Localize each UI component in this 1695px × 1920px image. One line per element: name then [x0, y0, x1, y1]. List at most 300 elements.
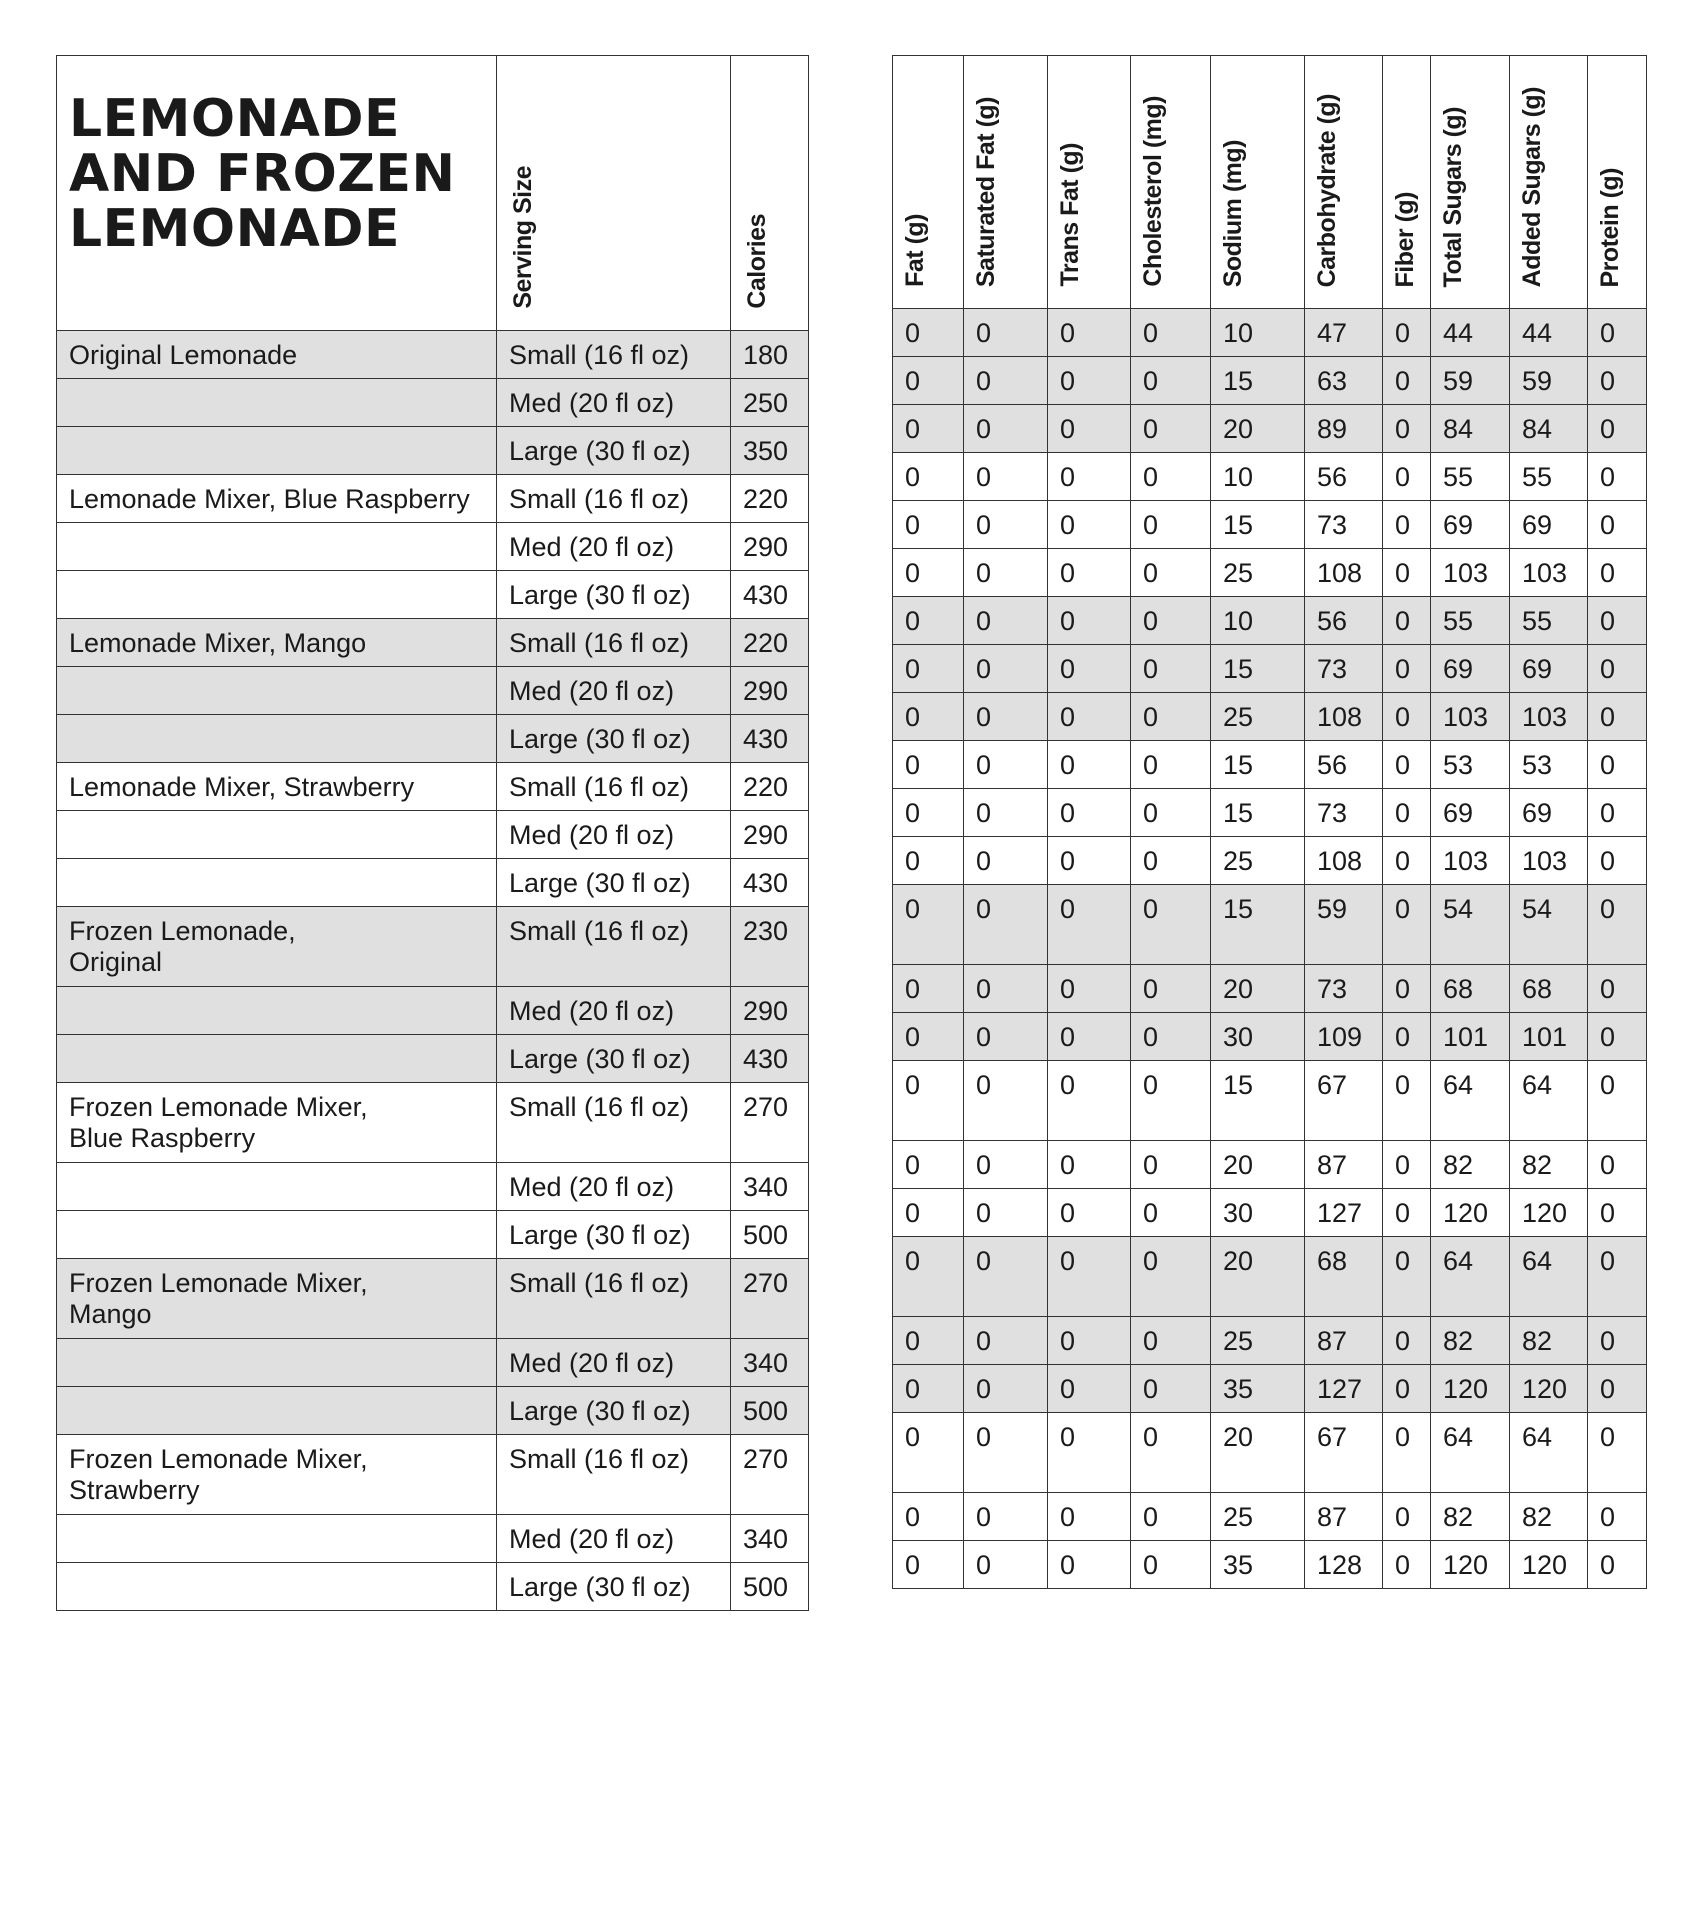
table-row	[57, 475, 809, 523]
nutrient-value-cell: 120	[1510, 1541, 1588, 1589]
table-row	[57, 667, 809, 715]
calories-cell: 290	[731, 811, 809, 859]
product-name-cell: Lemonade Mixer, Blue Raspberry	[57, 475, 497, 523]
nutrient-value-cell: 0	[964, 1141, 1048, 1189]
table-row	[893, 1061, 1647, 1141]
nutrient-value-cell: 0	[893, 885, 964, 965]
nutrient-value-cell: 64	[1431, 1413, 1510, 1493]
nutrient-value-cell: 0	[893, 965, 964, 1013]
nutrient-value-cell: 0	[1048, 1141, 1131, 1189]
title-line: LEMONADE	[69, 199, 401, 259]
nutrient-header: Trans Fat (g)	[1048, 56, 1131, 309]
product-name-cell	[57, 1339, 497, 1387]
nutrient-value-cell: 69	[1510, 645, 1588, 693]
nutrient-value-cell: 0	[1383, 1493, 1431, 1541]
table-row	[893, 549, 1647, 597]
nutrient-value-cell: 120	[1431, 1541, 1510, 1589]
nutrient-value-cell: 69	[1431, 501, 1510, 549]
nutrient-value-cell: 35	[1211, 1541, 1305, 1589]
nutrient-header: Carbohydrate (g)	[1305, 56, 1383, 309]
nutrient-value-cell: 73	[1305, 965, 1383, 1013]
nutrient-value-cell: 0	[1131, 741, 1211, 789]
nutrient-value-cell: 73	[1305, 501, 1383, 549]
calories-cell: 350	[731, 427, 809, 475]
nutrient-value-cell: 56	[1305, 453, 1383, 501]
table-row	[893, 1541, 1647, 1589]
table-row	[893, 357, 1647, 405]
nutrient-value-cell: 0	[1131, 1013, 1211, 1061]
nutrient-value-cell: 0	[893, 501, 964, 549]
nutrient-value-cell: 0	[1048, 1061, 1131, 1141]
nutrient-value-cell: 0	[1383, 1061, 1431, 1141]
nutrient-value-cell: 103	[1510, 693, 1588, 741]
product-name-cell	[57, 859, 497, 907]
nutrient-value-cell: 101	[1510, 1013, 1588, 1061]
nutrient-value-cell: 0	[1048, 885, 1131, 965]
nutrient-value-cell: 0	[1588, 1413, 1647, 1493]
nutrient-value-cell: 68	[1431, 965, 1510, 1013]
nutrient-value-cell: 127	[1305, 1189, 1383, 1237]
calories-header: Calories	[731, 56, 809, 331]
product-name-cell	[57, 1387, 497, 1435]
nutrient-value-cell: 56	[1305, 741, 1383, 789]
table-row	[57, 379, 809, 427]
nutrient-value-cell: 0	[1048, 837, 1131, 885]
calories-cell: 500	[731, 1387, 809, 1435]
nutrient-value-cell: 82	[1431, 1493, 1510, 1541]
nutrient-value-cell: 15	[1211, 357, 1305, 405]
nutrient-value-cell: 63	[1305, 357, 1383, 405]
nutrient-value-cell: 0	[1588, 501, 1647, 549]
serving-size-cell: Med (20 fl oz)	[497, 1163, 731, 1211]
table-row	[893, 405, 1647, 453]
serving-size-cell: Small (16 fl oz)	[497, 619, 731, 667]
nutrient-value-cell: 0	[1131, 357, 1211, 405]
nutrient-value-cell: 82	[1431, 1141, 1510, 1189]
serving-size-cell: Large (30 fl oz)	[497, 1563, 731, 1611]
nutrient-value-cell: 0	[1131, 1365, 1211, 1413]
calories-cell: 220	[731, 763, 809, 811]
nutrient-value-cell: 68	[1305, 1237, 1383, 1317]
nutrient-value-cell: 0	[1048, 453, 1131, 501]
nutrient-value-cell: 20	[1211, 1413, 1305, 1493]
serving-size-cell: Large (30 fl oz)	[497, 571, 731, 619]
nutrient-value-cell: 0	[1588, 1493, 1647, 1541]
nutrient-value-cell: 103	[1510, 837, 1588, 885]
table-row	[893, 1189, 1647, 1237]
serving-size-cell: Med (20 fl oz)	[497, 379, 731, 427]
serving-size-cell: Med (20 fl oz)	[497, 987, 731, 1035]
nutrient-value-cell: 0	[1588, 1061, 1647, 1141]
calories-cell: 340	[731, 1163, 809, 1211]
nutrient-value-cell: 0	[1588, 1189, 1647, 1237]
serving-size-cell: Small (16 fl oz)	[497, 1083, 731, 1163]
nutrient-value-cell: 0	[1588, 789, 1647, 837]
nutrient-value-cell: 56	[1305, 597, 1383, 645]
nutrient-value-cell: 0	[893, 1413, 964, 1493]
nutrient-value-cell: 0	[1383, 693, 1431, 741]
table-row	[57, 427, 809, 475]
nutrient-value-cell: 0	[1131, 645, 1211, 693]
nutrient-value-cell: 0	[1383, 357, 1431, 405]
nutrient-value-cell: 0	[1048, 597, 1131, 645]
nutrient-value-cell: 0	[1383, 501, 1431, 549]
nutrient-value-cell: 59	[1305, 885, 1383, 965]
table-row	[57, 331, 809, 379]
nutrient-value-cell: 0	[1131, 693, 1211, 741]
nutrient-value-cell: 0	[893, 741, 964, 789]
product-name-cell: Frozen Lemonade Mixer, Mango	[57, 1259, 497, 1339]
nutrient-header: Fiber (g)	[1383, 56, 1431, 309]
nutrient-value-cell: 87	[1305, 1493, 1383, 1541]
nutrient-value-cell: 0	[964, 1317, 1048, 1365]
nutrient-value-cell: 67	[1305, 1061, 1383, 1141]
nutrient-value-cell: 10	[1211, 453, 1305, 501]
serving-size-cell: Med (20 fl oz)	[497, 667, 731, 715]
product-name-cell	[57, 1515, 497, 1563]
serving-size-cell: Small (16 fl oz)	[497, 1259, 731, 1339]
nutrient-value-cell: 0	[1383, 1189, 1431, 1237]
nutrient-value-cell: 0	[964, 597, 1048, 645]
serving-size-cell: Small (16 fl oz)	[497, 1435, 731, 1515]
nutrient-value-cell: 0	[1131, 1141, 1211, 1189]
nutrient-value-cell: 0	[893, 1237, 964, 1317]
nutrient-value-cell: 0	[1383, 885, 1431, 965]
calories-cell: 340	[731, 1515, 809, 1563]
nutrient-header: Sodium (mg)	[1211, 56, 1305, 309]
nutrient-value-cell: 25	[1211, 549, 1305, 597]
table-row	[893, 501, 1647, 549]
product-name-cell: Original Lemonade	[57, 331, 497, 379]
table-row	[893, 789, 1647, 837]
table-row	[893, 693, 1647, 741]
nutrient-value-cell: 0	[964, 309, 1048, 357]
nutrient-value-cell: 54	[1431, 885, 1510, 965]
nutrient-value-cell: 64	[1510, 1061, 1588, 1141]
nutrient-header: Saturated Fat (g)	[964, 56, 1048, 309]
nutrient-value-cell: 73	[1305, 645, 1383, 693]
product-name-cell	[57, 1211, 497, 1259]
nutrient-value-cell: 15	[1211, 645, 1305, 693]
nutrient-value-cell: 53	[1431, 741, 1510, 789]
nutrient-value-cell: 20	[1211, 965, 1305, 1013]
nutrient-value-cell: 87	[1305, 1317, 1383, 1365]
nutrient-value-cell: 0	[893, 549, 964, 597]
nutrient-value-cell: 0	[1048, 965, 1131, 1013]
nutrient-value-cell: 0	[893, 309, 964, 357]
nutrient-value-cell: 0	[893, 693, 964, 741]
nutrient-value-cell: 0	[1048, 549, 1131, 597]
calories-cell: 430	[731, 1035, 809, 1083]
nutrient-value-cell: 0	[1048, 357, 1131, 405]
nutrient-value-cell: 20	[1211, 1141, 1305, 1189]
nutrient-value-cell: 59	[1431, 357, 1510, 405]
nutrient-value-cell: 0	[1383, 741, 1431, 789]
calories-cell: 430	[731, 715, 809, 763]
table-row	[57, 1387, 809, 1435]
nutrient-value-cell: 120	[1431, 1365, 1510, 1413]
nutrient-value-cell: 0	[1588, 453, 1647, 501]
nutrient-value-cell: 84	[1510, 405, 1588, 453]
title-line: LEMONADE	[69, 89, 401, 149]
product-name-cell	[57, 987, 497, 1035]
nutrient-value-cell: 15	[1211, 789, 1305, 837]
nutrient-value-cell: 0	[1131, 453, 1211, 501]
nutrient-value-cell: 0	[1131, 1493, 1211, 1541]
nutrient-value-cell: 0	[1383, 1141, 1431, 1189]
product-name-cell	[57, 523, 497, 571]
calories-cell: 250	[731, 379, 809, 427]
serving-size-cell: Med (20 fl oz)	[497, 811, 731, 859]
nutrient-value-cell: 0	[1048, 1237, 1131, 1317]
serving-size-cell: Med (20 fl oz)	[497, 523, 731, 571]
nutrient-value-cell: 87	[1305, 1141, 1383, 1189]
nutrient-value-cell: 0	[893, 597, 964, 645]
nutrient-value-cell: 0	[1131, 965, 1211, 1013]
nutrient-value-cell: 0	[964, 1541, 1048, 1589]
nutrient-value-cell: 0	[1131, 885, 1211, 965]
nutrient-value-cell: 0	[1383, 837, 1431, 885]
nutrient-header: Total Sugars (g)	[1431, 56, 1510, 309]
table-row	[57, 1259, 809, 1339]
serving-size-cell: Large (30 fl oz)	[497, 427, 731, 475]
nutrient-value-cell: 0	[893, 837, 964, 885]
nutrient-value-cell: 25	[1211, 1493, 1305, 1541]
table-row	[57, 1163, 809, 1211]
nutrient-value-cell: 0	[1131, 405, 1211, 453]
nutrient-value-cell: 0	[893, 1541, 964, 1589]
nutrient-value-cell: 0	[1048, 1541, 1131, 1589]
product-name-cell	[57, 427, 497, 475]
table-row	[893, 597, 1647, 645]
serving-size-cell: Med (20 fl oz)	[497, 1515, 731, 1563]
table-row	[893, 453, 1647, 501]
nutrient-value-cell: 0	[1588, 597, 1647, 645]
table-row	[57, 571, 809, 619]
nutrient-value-cell: 25	[1211, 1317, 1305, 1365]
nutrient-value-cell: 0	[893, 1141, 964, 1189]
product-name-cell: Lemonade Mixer, Strawberry	[57, 763, 497, 811]
calories-cell: 220	[731, 475, 809, 523]
product-name-cell: Frozen Lemonade, Original	[57, 907, 497, 987]
nutrient-value-cell: 0	[1048, 645, 1131, 693]
table-row	[57, 715, 809, 763]
serving-size-cell: Small (16 fl oz)	[497, 907, 731, 987]
nutrient-value-cell: 103	[1510, 549, 1588, 597]
nutrient-value-cell: 0	[964, 1189, 1048, 1237]
nutrient-value-cell: 0	[964, 693, 1048, 741]
nutrient-value-cell: 82	[1510, 1317, 1588, 1365]
calories-cell: 340	[731, 1339, 809, 1387]
nutrient-value-cell: 101	[1431, 1013, 1510, 1061]
calories-cell: 430	[731, 859, 809, 907]
nutrient-value-cell: 103	[1431, 549, 1510, 597]
nutrient-value-cell: 82	[1510, 1493, 1588, 1541]
serving-size-cell: Large (30 fl oz)	[497, 859, 731, 907]
serving-size-cell: Large (30 fl oz)	[497, 715, 731, 763]
nutrition-values-table	[892, 55, 1647, 1589]
nutrient-value-cell: 0	[964, 405, 1048, 453]
nutrient-value-cell: 15	[1211, 1061, 1305, 1141]
title-line: AND FROZEN	[69, 144, 456, 204]
nutrient-value-cell: 103	[1431, 693, 1510, 741]
nutrient-value-cell: 0	[1383, 405, 1431, 453]
nutrient-value-cell: 64	[1431, 1237, 1510, 1317]
product-name-cell	[57, 1035, 497, 1083]
calories-cell: 500	[731, 1211, 809, 1259]
nutrient-value-cell: 0	[1588, 1013, 1647, 1061]
nutrient-value-cell: 0	[893, 1317, 964, 1365]
nutrient-header: Added Sugars (g)	[1510, 56, 1588, 309]
table-row	[57, 907, 809, 987]
nutrient-value-cell: 0	[1131, 1317, 1211, 1365]
nutrient-value-cell: 0	[1383, 645, 1431, 693]
nutrient-value-cell: 0	[1588, 1317, 1647, 1365]
nutrient-value-cell: 73	[1305, 789, 1383, 837]
product-name-cell	[57, 715, 497, 763]
nutrient-value-cell: 0	[1048, 405, 1131, 453]
table-row	[893, 965, 1647, 1013]
nutrient-value-cell: 64	[1510, 1413, 1588, 1493]
table-row	[893, 741, 1647, 789]
table-row	[893, 837, 1647, 885]
nutrient-header: Fat (g)	[893, 56, 964, 309]
table-row	[57, 1083, 809, 1163]
nutrient-value-cell: 0	[1383, 1317, 1431, 1365]
nutrient-value-cell: 0	[1048, 501, 1131, 549]
nutrient-value-cell: 0	[893, 1061, 964, 1141]
right-header-row	[893, 56, 1647, 309]
nutrient-value-cell: 0	[893, 1013, 964, 1061]
nutrient-value-cell: 0	[964, 885, 1048, 965]
product-name-cell	[57, 811, 497, 859]
nutrient-value-cell: 0	[1588, 357, 1647, 405]
nutrient-value-cell: 59	[1510, 357, 1588, 405]
calories-cell: 180	[731, 331, 809, 379]
nutrient-value-cell: 120	[1510, 1365, 1588, 1413]
nutrient-value-cell: 0	[1048, 1189, 1131, 1237]
serving-size-cell: Small (16 fl oz)	[497, 475, 731, 523]
nutrient-value-cell: 0	[964, 837, 1048, 885]
nutrient-value-cell: 0	[893, 405, 964, 453]
nutrient-value-cell: 53	[1510, 741, 1588, 789]
table-row	[893, 309, 1647, 357]
nutrient-value-cell: 0	[1383, 1237, 1431, 1317]
table-row	[893, 1365, 1647, 1413]
calories-cell: 230	[731, 907, 809, 987]
nutrient-value-cell: 20	[1211, 405, 1305, 453]
serving-size-cell: Large (30 fl oz)	[497, 1211, 731, 1259]
nutrient-value-cell: 35	[1211, 1365, 1305, 1413]
nutrient-value-cell: 0	[1383, 1541, 1431, 1589]
nutrient-value-cell: 0	[1131, 549, 1211, 597]
serving-size-cell: Large (30 fl oz)	[497, 1387, 731, 1435]
serving-size-cell: Med (20 fl oz)	[497, 1339, 731, 1387]
nutrient-value-cell: 69	[1510, 501, 1588, 549]
product-serving-table	[56, 55, 809, 1611]
table-row	[893, 1317, 1647, 1365]
nutrient-value-cell: 0	[1383, 1013, 1431, 1061]
nutrient-value-cell: 0	[1131, 1413, 1211, 1493]
nutrient-value-cell: 55	[1510, 597, 1588, 645]
nutrient-value-cell: 0	[893, 453, 964, 501]
nutrient-value-cell: 0	[1048, 789, 1131, 837]
calories-cell: 270	[731, 1435, 809, 1515]
nutrient-value-cell: 0	[1048, 741, 1131, 789]
nutrient-value-cell: 128	[1305, 1541, 1383, 1589]
nutrient-value-cell: 0	[1383, 597, 1431, 645]
nutrient-value-cell: 0	[1048, 1413, 1131, 1493]
serving-size-cell: Small (16 fl oz)	[497, 763, 731, 811]
nutrient-value-cell: 0	[1048, 1013, 1131, 1061]
product-name-cell	[57, 571, 497, 619]
nutrient-value-cell: 0	[1383, 309, 1431, 357]
calories-cell: 270	[731, 1083, 809, 1163]
nutrient-value-cell: 15	[1211, 885, 1305, 965]
nutrient-value-cell: 0	[964, 741, 1048, 789]
nutrient-value-cell: 0	[1588, 549, 1647, 597]
nutrient-value-cell: 82	[1510, 1141, 1588, 1189]
nutrient-value-cell: 0	[964, 501, 1048, 549]
product-name-cell: Frozen Lemonade Mixer, Strawberry	[57, 1435, 497, 1515]
nutrient-value-cell: 0	[1131, 1541, 1211, 1589]
nutrient-value-cell: 0	[1588, 965, 1647, 1013]
nutrient-value-cell: 0	[1588, 309, 1647, 357]
nutrient-value-cell: 0	[1588, 837, 1647, 885]
nutrient-value-cell: 0	[1048, 1365, 1131, 1413]
product-name-cell	[57, 379, 497, 427]
nutrient-value-cell: 64	[1431, 1061, 1510, 1141]
nutrient-value-cell: 44	[1431, 309, 1510, 357]
calories-cell: 290	[731, 523, 809, 571]
nutrient-value-cell: 0	[1588, 405, 1647, 453]
table-row	[893, 645, 1647, 693]
nutrient-value-cell: 0	[1048, 1493, 1131, 1541]
nutrient-value-cell: 0	[893, 1493, 964, 1541]
nutrient-value-cell: 55	[1510, 453, 1588, 501]
nutrient-value-cell: 68	[1510, 965, 1588, 1013]
nutrient-value-cell: 0	[1588, 885, 1647, 965]
calories-cell: 500	[731, 1563, 809, 1611]
nutrient-value-cell: 0	[1588, 645, 1647, 693]
nutrient-header: Cholesterol (mg)	[1131, 56, 1211, 309]
nutrient-value-cell: 0	[1588, 1237, 1647, 1317]
nutrient-value-cell: 30	[1211, 1013, 1305, 1061]
nutrient-value-cell: 0	[1048, 1317, 1131, 1365]
serving-size-cell: Small (16 fl oz)	[497, 331, 731, 379]
table-row	[57, 763, 809, 811]
nutrient-value-cell: 120	[1510, 1189, 1588, 1237]
nutrient-value-cell: 44	[1510, 309, 1588, 357]
nutrient-value-cell: 64	[1510, 1237, 1588, 1317]
nutrient-value-cell: 67	[1305, 1413, 1383, 1493]
nutrient-value-cell: 0	[1383, 453, 1431, 501]
nutrient-header: Protein (g)	[1588, 56, 1647, 309]
nutrient-value-cell: 108	[1305, 549, 1383, 597]
table-row	[57, 619, 809, 667]
serving-size-cell: Large (30 fl oz)	[497, 1035, 731, 1083]
nutrient-value-cell: 0	[1131, 789, 1211, 837]
nutrient-value-cell: 82	[1431, 1317, 1510, 1365]
table-row	[57, 859, 809, 907]
nutrient-value-cell: 0	[1383, 549, 1431, 597]
nutrient-value-cell: 0	[893, 645, 964, 693]
nutrient-value-cell: 25	[1211, 693, 1305, 741]
nutrient-value-cell: 0	[1131, 309, 1211, 357]
nutrient-value-cell: 0	[893, 1365, 964, 1413]
nutrient-value-cell: 0	[1048, 309, 1131, 357]
nutrient-value-cell: 0	[964, 965, 1048, 1013]
